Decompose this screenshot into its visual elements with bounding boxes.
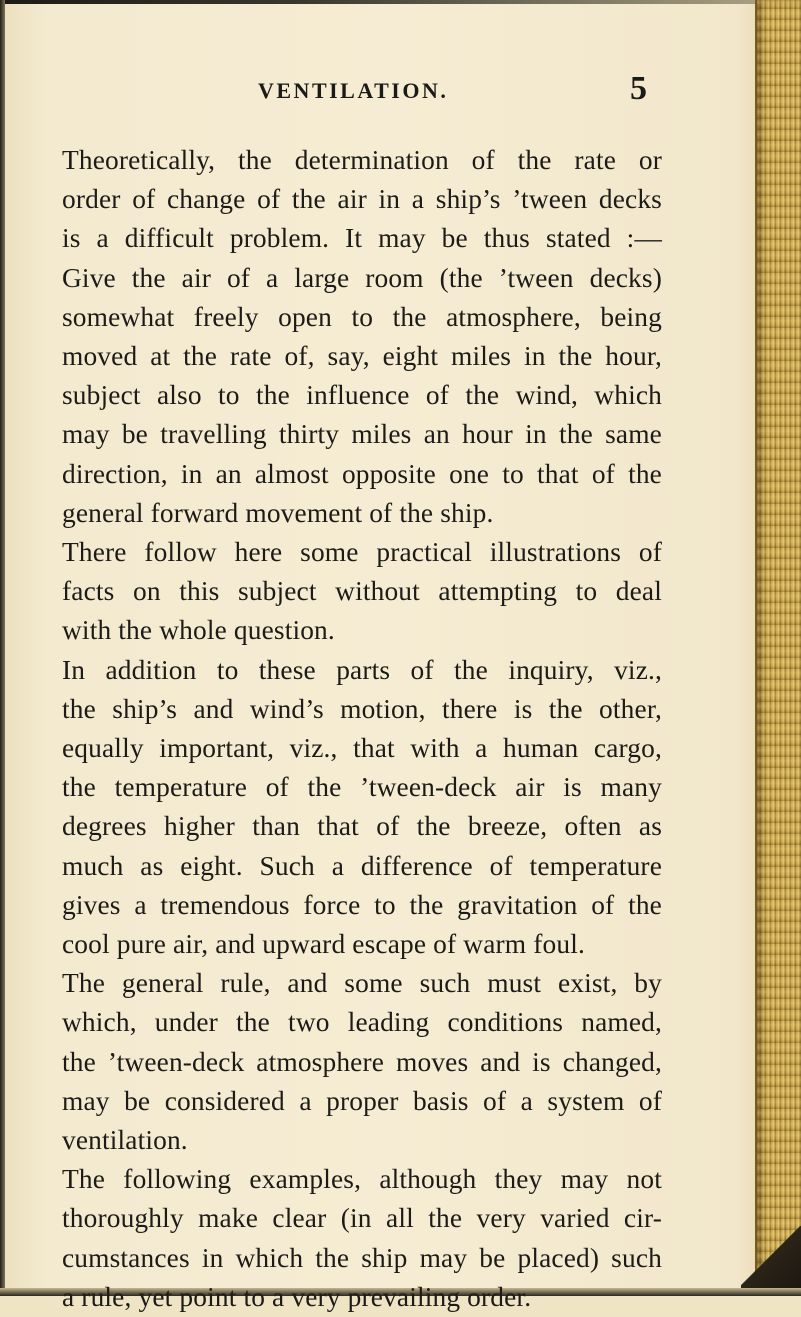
text-line: the ship’s and wind’s motion, there is the other, <box>62 693 662 724</box>
text-line: with the whole question. <box>62 615 335 646</box>
body-text <box>62 141 662 1317</box>
text-line: direction, in an almost opposite one to that of the <box>62 458 662 489</box>
text-line: may be travelling thirty miles an hour in the same <box>62 419 662 450</box>
text-line: cumstances in which the ship may be placed) such <box>62 1242 662 1273</box>
binding-shadow <box>0 0 5 1296</box>
page-corner-shadow <box>741 1226 801 1296</box>
text-line: somewhat freely open to the atmosphere, being <box>62 301 662 332</box>
text-line: may be considered a proper basis of a system of <box>62 1085 662 1116</box>
text-line: which, under the two leading conditions named, <box>62 1007 662 1038</box>
text-line: The following examples, although they may not <box>62 1164 662 1195</box>
text-line: ventilation. <box>62 1125 188 1156</box>
running-head <box>0 70 801 118</box>
text-line: the ’tween-deck atmosphere moves and is changed, <box>62 1046 662 1077</box>
page-top-edge <box>0 0 760 4</box>
text-line: equally important, viz., that with a human cargo, <box>62 733 662 764</box>
text-line: gives a tremendous force to the gravitation of the <box>62 889 662 920</box>
paragraph <box>62 141 662 533</box>
text-line: order of change of the air in a ship’s ’tween decks <box>62 184 662 215</box>
text-line: thoroughly make clear (in all the very varied cir- <box>62 1203 662 1234</box>
text-line: subject also to the influence of the wind, which <box>62 380 662 411</box>
text-line: Theoretically, the determination of the rate or <box>62 145 662 175</box>
text-line: degrees higher than that of the breeze, often as <box>62 811 662 842</box>
paragraph <box>62 651 662 965</box>
text-line: facts on this subject without attempting to deal <box>62 576 662 607</box>
text-line: cool pure air, and upward escape of warm foul. <box>62 929 585 960</box>
text-line: much as eight. Such a difference of temperature <box>62 850 662 881</box>
paragraph <box>62 964 662 1160</box>
text-line: moved at the rate of, say, eight miles in the hour, <box>62 341 662 372</box>
paragraph <box>62 533 662 651</box>
running-title: VENTILATION. <box>258 78 449 103</box>
text-line: a rule, yet point to a very prevailing order. <box>62 1281 532 1312</box>
text-line: is a difficult problem. It may be thus stated :— <box>62 223 662 254</box>
text-line: Give the air of a large room (the ’tween decks) <box>62 262 662 293</box>
text-line: the temperature of the ’tween-deck air is many <box>62 772 662 803</box>
text-line: There follow here some practical illustrations of <box>62 537 662 568</box>
text-line: The general rule, and some such must exist, by <box>62 968 662 999</box>
paragraph <box>62 1160 662 1317</box>
page-edges <box>755 0 801 1296</box>
text-line: general forward movement of the ship. <box>62 497 494 528</box>
text-line: In addition to these parts of the inquiry, viz., <box>62 654 662 685</box>
page-number: 5 <box>630 70 647 107</box>
